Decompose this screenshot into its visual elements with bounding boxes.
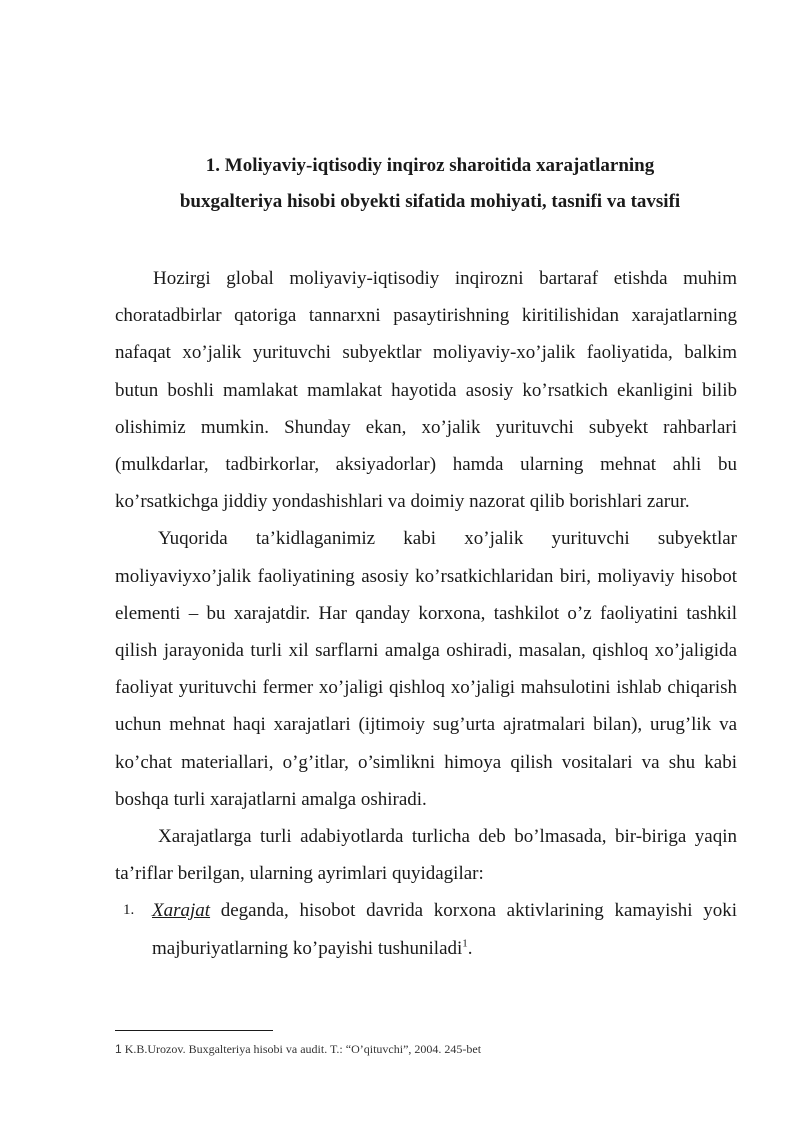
heading-line-1: 1. Moliyaviy-iqtisodiy inqiroz sharoitida xarajatlarning [205, 155, 655, 176]
paragraph-1: Hozirgi global moliyaviy-iqtisodiy inqirozni bartaraf etishda muhim choratadbirlar qatoriga tannarxni pasaytirishning kiritilishidan xarajatlarning nafaqat xo’jalik yurituvchi subyektlar moliyaviy-xo’jalik faoliyatida, balkim butun boshli mamlakat mamlakat hayotida asosiy ko’rsatkich ekanligini bilib olishimiz mumkin. Shunday ekan, xo’jalik yurituvchi subyekt rahbarlari (mulkdarlar, tadbirkorlar, aksiyadorlar) hamda ularning mehnat ahli bu ko’rsatkichga jiddiy yondashishlari va doimiy nazorat qilib borishlari zarur. [115, 268, 737, 513]
list-item-text: deganda, hisobot davrida korxona aktivlarining kamayishi yoki majburiyatlarning ko’payishi tushuniladi [152, 900, 737, 959]
list-item-1 [115, 892, 737, 966]
paragraph-3: Xarajatlarga turli adabiyotlarda turlicha deb bo’lmasada, bir-biriga yaqin ta’riflar berilgan, ularning ayrimlari quyidagilar: [115, 826, 737, 885]
paragraph-2: Yuqorida ta’kidlaganimiz kabi xo’jalik yurituvchi subyektlar moliyaviyxo’jalik faoliyatining asosiy ko’rsatkichlaridan biri, moliyaviy hisobot elementi – bu xarajatdir. Har qanday korxona, tashkilot o’z faoliyatini tashkil qilish jarayonida turli xil sarflarni amalga oshiradi, masalan, qishloq xo’jaligida faoliyat yurituvchi fermer xo’jaligi qishloq xo’jaligi mahsulotini ishlab chiqarish uchun mehnat haqi xarajatlari (ijtimoiy sug’urta ajratmalari bilan), urug’lik va ko’chat materiallari, o’g’itlar, o’simlikni himoya qilish vositalari va shu kabi boshqa turli xarajatlarni amalga oshiradi. [115, 528, 737, 810]
footnote-reference[interactable]: 1 [462, 937, 468, 950]
heading-line-2: buxgalteriya hisobi obyekti sifatida mohiyati, tasnifi va tavsifi [179, 191, 681, 212]
defined-term: Xarajat [152, 900, 211, 922]
list-item-end: . [467, 937, 473, 959]
document-page [115, 148, 737, 967]
section-heading [115, 148, 737, 220]
footnote [115, 1041, 481, 1057]
footnote-text: K.B.Urozov. Buxgalteriya hisobi va audit. T.: “O’qituvchi”, 2004. 245-bet [124, 1042, 482, 1056]
footnote-number: 1 [115, 1042, 122, 1056]
list-number: 1. [123, 902, 135, 919]
footnote-separator [115, 1030, 273, 1031]
